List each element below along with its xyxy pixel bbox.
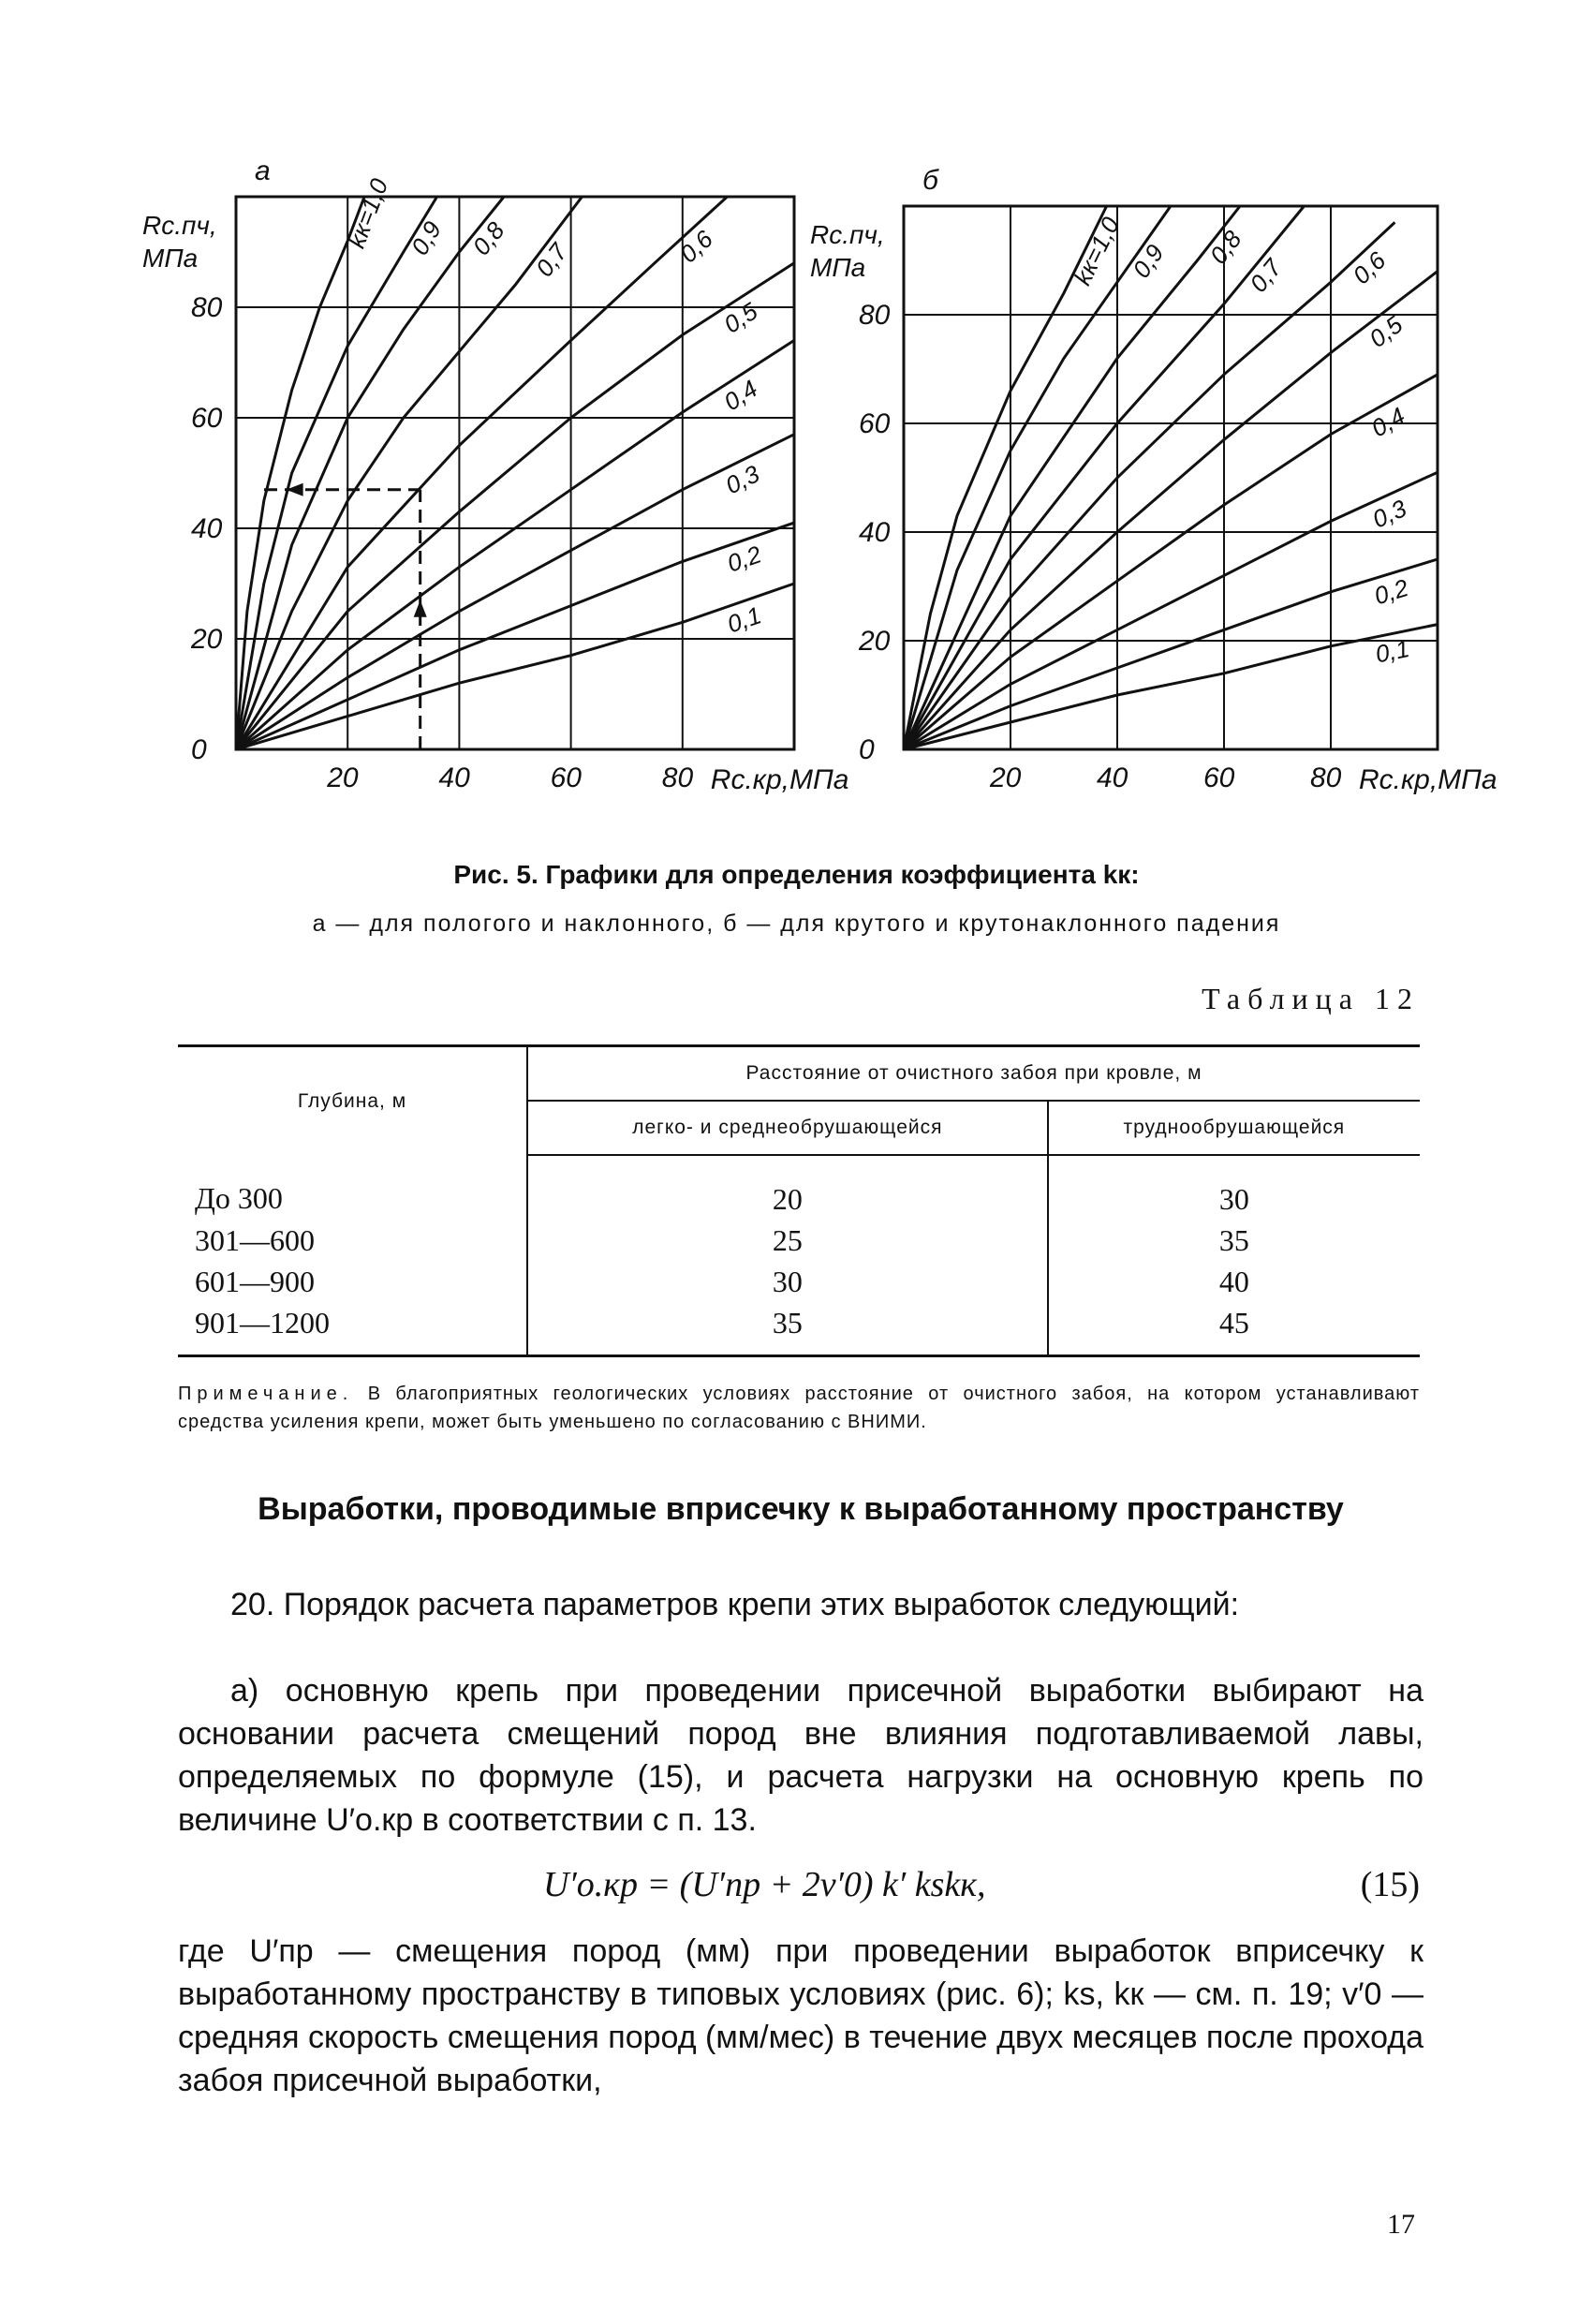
y-tick-label: 60 bbox=[191, 403, 223, 434]
series-line bbox=[904, 472, 1438, 749]
series-label: 0,3 bbox=[720, 459, 764, 500]
series-line bbox=[904, 222, 1394, 749]
y-axis-unit: МПа bbox=[142, 244, 199, 273]
paragraph-where: где U′пр — смещения пород (мм) при проведении выработок вприсечку к выработанному пространству в типовых условиях (рис. 6); ks, kк — см. п. 19; v′0 — средняя скорость смещения пород (мм/мес) в течение двух месяцев после прохода забоя присечной выработки, bbox=[178, 1933, 1423, 2098]
cell-depth: 901—1200 bbox=[178, 1302, 527, 1356]
cell-easy: 30 bbox=[527, 1261, 1048, 1302]
page-number: 17 bbox=[1387, 2209, 1415, 2240]
y-tick-label: 0 bbox=[191, 734, 207, 765]
chart-panel-a bbox=[142, 155, 848, 795]
formula-15: U′о.кр = (U′пр + 2v′0) k′ kskк, bbox=[543, 1865, 986, 1904]
series-label: 0,7 bbox=[1244, 253, 1288, 298]
series-line bbox=[904, 375, 1438, 749]
series-line bbox=[236, 584, 794, 749]
plot-frame bbox=[904, 206, 1438, 749]
table-row bbox=[178, 1261, 1420, 1302]
series-label: 0,1 bbox=[1373, 633, 1412, 669]
y-tick-label: 0 bbox=[859, 734, 875, 765]
x-tick-label: 40 bbox=[1097, 762, 1128, 793]
series-line bbox=[236, 197, 504, 749]
cell-easy: 20 bbox=[527, 1155, 1048, 1220]
paragraph-20: 20. Порядок расчета параметров крепи этих выработок следующий: bbox=[230, 1587, 1240, 1622]
table-row bbox=[178, 1220, 1420, 1261]
x-axis-label: Rс.кр,МПа bbox=[710, 764, 849, 795]
series-label: 0,9 bbox=[405, 215, 448, 260]
cell-depth: 601—900 bbox=[195, 1264, 315, 1298]
x-tick-label: 40 bbox=[438, 762, 470, 793]
x-tick-label: 80 bbox=[1310, 762, 1342, 793]
series-line bbox=[904, 625, 1438, 749]
y-tick-label: 40 bbox=[191, 513, 223, 544]
series-label: 0,4 bbox=[1366, 401, 1410, 443]
series-label: 0,5 bbox=[718, 296, 763, 339]
y-tick-label: 80 bbox=[191, 292, 223, 323]
series-line bbox=[904, 559, 1438, 749]
x-axis-label: Rс.кр,МПа bbox=[1359, 764, 1497, 795]
series-label: 0,3 bbox=[1367, 494, 1411, 534]
x-tick-label: 60 bbox=[550, 762, 582, 793]
y-axis-label: Rс.пч, bbox=[810, 220, 885, 249]
series-label: 0,4 bbox=[718, 374, 763, 417]
cell-hard: 40 bbox=[1048, 1261, 1420, 1302]
paragraph-a: а) основную крепь при проведении присечной выработки выбирают на основании расчета смещений пород вне влияния подготавливаемой лавы, определяемых по формуле (15), и расчета нагрузки на основную крепь по величине U′о.кр в соответствии с п. 13. bbox=[178, 1673, 1423, 1838]
x-tick-label: 80 bbox=[661, 762, 694, 793]
cell-hard: 45 bbox=[1048, 1302, 1420, 1356]
series-label: 0,8 bbox=[466, 216, 510, 261]
series-label: kк=1,0 bbox=[342, 174, 394, 252]
panel-label: б bbox=[922, 165, 938, 196]
plot-frame bbox=[236, 197, 794, 749]
series-line bbox=[236, 197, 364, 749]
series-label: 0,2 bbox=[723, 540, 765, 578]
series-line bbox=[904, 206, 1240, 749]
y-tick-label: 40 bbox=[859, 517, 891, 548]
cell-depth: 301—600 bbox=[195, 1222, 315, 1257]
table-note bbox=[178, 1380, 1420, 1436]
table-12 bbox=[178, 1044, 1420, 1357]
series-label: 0,6 bbox=[1347, 245, 1392, 290]
table-row bbox=[178, 1155, 1420, 1220]
cell-hard: 30 bbox=[1048, 1155, 1420, 1220]
annotation-arrow-up bbox=[414, 600, 427, 617]
cell-easy: 25 bbox=[527, 1220, 1048, 1261]
series-label: kк=1,0 bbox=[1068, 212, 1126, 289]
chart-panel-b bbox=[810, 165, 1497, 795]
series-line bbox=[236, 197, 437, 749]
formula-number: (15) bbox=[1360, 1865, 1420, 1904]
cell-easy: 35 bbox=[527, 1302, 1048, 1356]
series-label: 0,5 bbox=[1364, 310, 1409, 353]
series-label: 0,6 bbox=[673, 224, 718, 269]
x-tick-label: 20 bbox=[990, 762, 1022, 793]
series-label: 0,9 bbox=[1127, 239, 1170, 284]
panel-label: а bbox=[255, 155, 271, 186]
y-tick-label: 60 bbox=[859, 408, 891, 439]
x-tick-label: 20 bbox=[327, 762, 359, 793]
series-label: 0,8 bbox=[1203, 225, 1247, 270]
note-text: В благоприятных геологических условиях расстояние от очистного забоя, на котором устанавливают средства усиления крепи, может быть уменьшено по согласованию с ВНИМИ. bbox=[178, 1384, 1421, 1432]
header-easy-caving: легко- и среднеобрушающейся bbox=[527, 1101, 1048, 1155]
header-depth: Глубина, м bbox=[178, 1046, 527, 1156]
y-axis-unit: МПа bbox=[810, 253, 866, 282]
y-tick-label: 20 bbox=[191, 624, 223, 655]
cell-depth: До 300 bbox=[195, 1181, 283, 1215]
series-label: 0,2 bbox=[1370, 573, 1412, 611]
y-tick-label: 20 bbox=[859, 626, 891, 657]
series-label: 0,7 bbox=[529, 238, 573, 282]
table-label: Таблица 12 bbox=[1202, 982, 1420, 1015]
cell-hard: 35 bbox=[1048, 1220, 1420, 1261]
series-label: 0,1 bbox=[723, 600, 765, 639]
figure-caption-subtitle: а — для пологого и наклонного, б — для крутого и крутонаклонного падения bbox=[312, 910, 1281, 937]
x-tick-label: 60 bbox=[1203, 762, 1235, 793]
header-hard-caving: труднообрушающейся bbox=[1048, 1101, 1420, 1155]
y-tick-label: 80 bbox=[859, 300, 891, 331]
header-distance-group: Расстояние от очистного забоя при кровле, м bbox=[527, 1046, 1420, 1102]
note-label: Примечание. bbox=[178, 1384, 354, 1404]
table-row bbox=[178, 1302, 1420, 1356]
series-line bbox=[236, 197, 728, 749]
y-axis-label: Rс.пч, bbox=[142, 211, 217, 240]
section-heading: Выработки, проводимые вприсечку к выработанному пространству bbox=[258, 1491, 1344, 1527]
series-line bbox=[236, 340, 794, 749]
figure-caption-title: Рис. 5. Графики для определения коэффициента kк: bbox=[453, 860, 1140, 889]
figure-5 bbox=[0, 0, 1593, 843]
